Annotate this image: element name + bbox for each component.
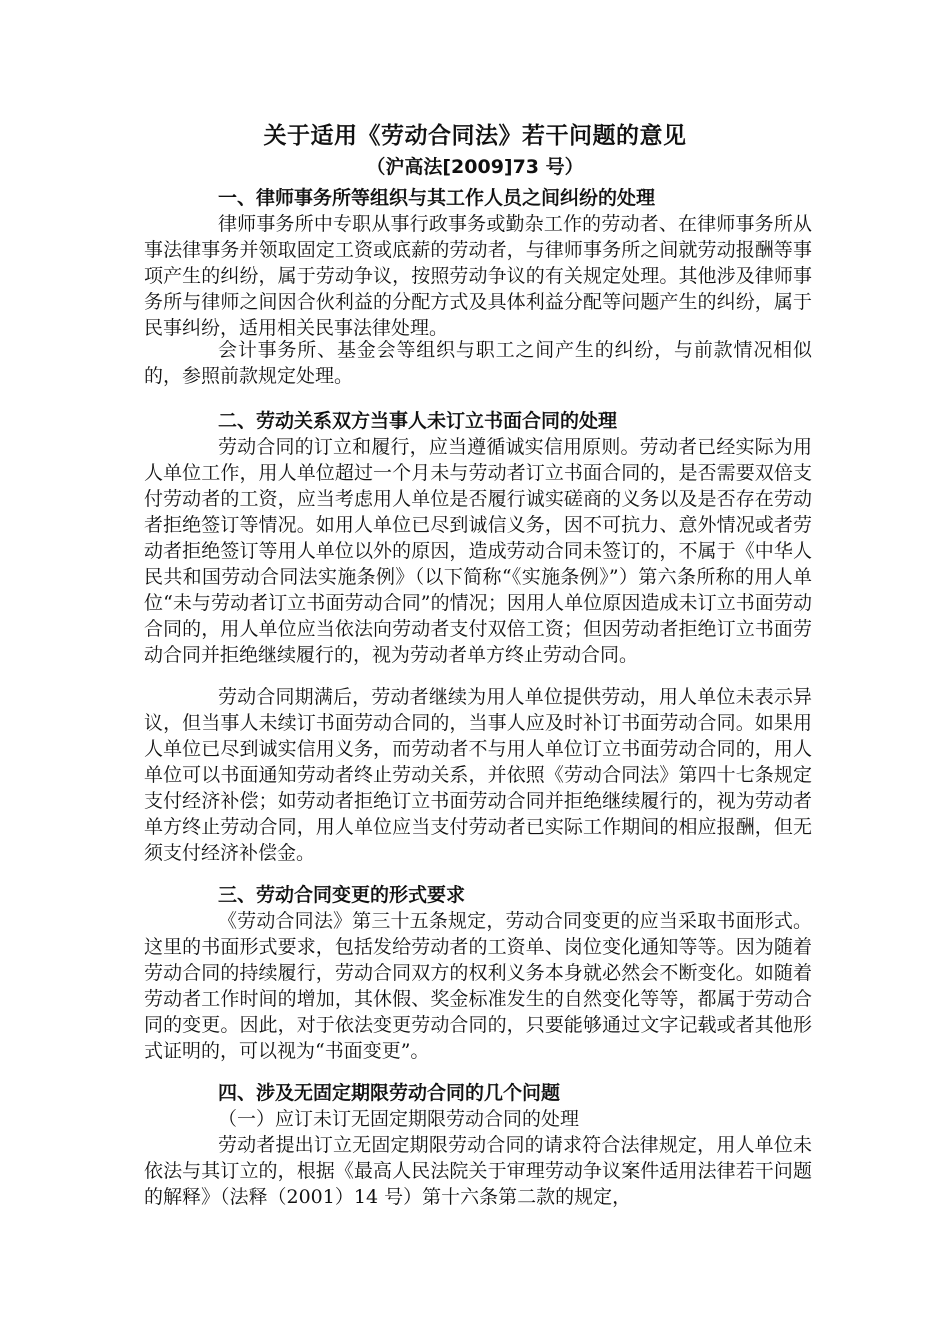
- section-3-paragraph-1: 《劳动合同法》第三十五条规定，劳动合同变更的应当采取书面形式。这里的书面形式要求，包括发给劳动者的工资单、岗位变化通知等等。因为随着劳动合同的持续履行，劳动合同双方的权利义务本身就必然会不断变化。如随着劳动者工作时间的增加，其休假、奖金标准发生的自然变化等等，都属于劳动合同的变更。因此，对于依法变更劳动合同的，只要能够通过文字记载或者其他形式证明的，可以视为“书面变更”。: [144, 910, 812, 1062]
- section-4-subheading: （一）应订未订无固定期限劳动合同的处理: [218, 1108, 580, 1130]
- section-2-heading: 二、劳动关系双方当事人未订立书面合同的处理: [218, 410, 618, 432]
- section-2-paragraph-1: 劳动合同的订立和履行，应当遵循诚实信用原则。劳动者已经实际为用人单位工作，用人单位超过一个月未与劳动者订立书面合同的，是否需要双倍支付劳动者的工资，应当考虑用人单位是否履行诚实磋商的义务以及是否存在劳动者拒绝签订等情况。如用人单位已尽到诚信义务，因不可抗力、意外情况或者劳动者拒绝签订等用人单位以外的原因，造成劳动合同未签订的，不属于《中华人民共和国劳动合同法实施条例》（以下简称“《实施条例》”）第六条所称的用人单位“未与劳动者订立书面劳动合同”的情况；因用人单位原因造成未订立书面劳动合同的，用人单位应当依法向劳动者支付双倍工资；但因劳动者拒绝订立书面劳动合同并拒绝继续履行的，视为劳动者单方终止劳动合同。: [144, 436, 812, 666]
- document-number: （沪高法[2009]73 号）: [366, 156, 584, 178]
- document-title: 关于适用《劳动合同法》若干问题的意见: [263, 123, 687, 149]
- section-4-paragraph-1: 劳动者提出订立无固定期限劳动合同的请求符合法律规定，用人单位未依法与其订立的，根据《最高人民法院关于审理劳动争议案件适用法律若干问题的解释》（法释（2001）14 号）第十六条第二款的规定，: [144, 1134, 812, 1208]
- section-3-heading: 三、劳动合同变更的形式要求: [218, 884, 466, 906]
- section-4-heading: 四、涉及无固定期限劳动合同的几个问题: [218, 1082, 561, 1104]
- section-1-paragraph-2: 会计事务所、基金会等组织与职工之间产生的纠纷，与前款情况相似的，参照前款规定处理。: [144, 339, 812, 387]
- section-2-paragraph-2: 劳动合同期满后，劳动者继续为用人单位提供劳动，用人单位未表示异议，但当事人未续订书面劳动合同的，当事人应及时补订书面劳动合同。如果用人单位已尽到诚实信用义务，而劳动者不与用人单位订立书面劳动合同的，用人单位可以书面通知劳动者终止劳动关系，并依照《劳动合同法》第四十七条规定支付经济补偿；如劳动者拒绝订立书面劳动合同并拒绝继续履行的，视为劳动者单方终止劳动合同，用人单位应当支付劳动者已实际工作期间的相应报酬，但无须支付经济补偿金。: [144, 686, 812, 864]
- section-1-paragraph-1: 律师事务所中专职从事行政事务或勤杂工作的劳动者、在律师事务所从事法律事务并领取固定工资或底薪的劳动者，与律师事务所之间就劳动报酬等事项产生的纠纷，属于劳动争议，按照劳动争议的有关规定处理。其他涉及律师事务所与律师之间因合伙利益的分配方式及具体利益分配等问题产生的纠纷，属于民事纠纷，适用相关民事法律处理。: [144, 213, 812, 339]
- section-1-heading: 一、律师事务所等组织与其工作人员之间纠纷的处理: [218, 187, 656, 209]
